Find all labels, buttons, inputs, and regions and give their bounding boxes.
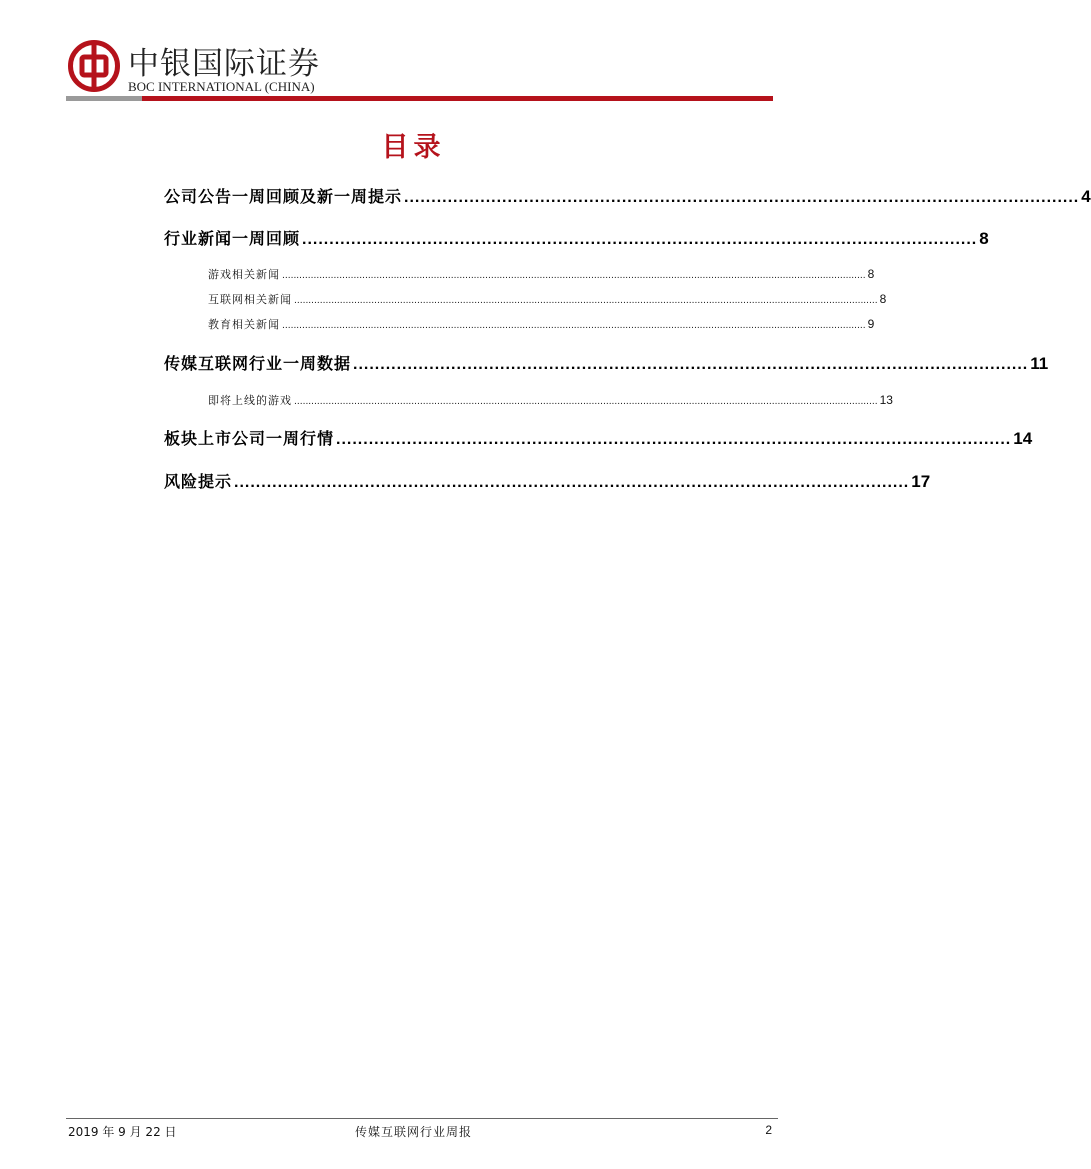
toc-entry-label: 风险提示 — [164, 472, 233, 491]
toc-entry-page: 11 — [1030, 354, 1049, 373]
toc-entry-page: 17 — [911, 472, 931, 491]
toc-dot-leader: ............................................................................................................................................................................................................ — [294, 296, 878, 306]
toc-entry-page: 13 — [879, 393, 893, 407]
toc-dot-leader: ............................................................................................................................ — [336, 431, 1012, 448]
toc-entry-label: 即将上线的游戏 — [208, 394, 292, 407]
toc-entry-page: 8 — [879, 292, 887, 306]
toc-entry[interactable] — [208, 291, 887, 307]
header-rule-red — [142, 96, 773, 101]
toc-entry-page: 8 — [867, 267, 875, 281]
toc-entry[interactable] — [164, 426, 1033, 449]
toc-entry-page: 14 — [1013, 429, 1033, 448]
footer-date: 2019 年 9 月 22 日 — [68, 1125, 177, 1139]
bank-of-china-logo-icon — [68, 40, 120, 92]
toc-entry[interactable] — [208, 266, 875, 282]
toc-dot-leader: ............................................................................................................................ — [302, 231, 978, 248]
toc-entry-page: 8 — [979, 229, 989, 248]
toc-entry-label: 行业新闻一周回顾 — [164, 229, 301, 248]
toc-dot-leader: ............................................................................................................................................................................................................ — [282, 271, 866, 281]
toc-dot-leader: ............................................................................................................................ — [404, 189, 1080, 206]
toc-entry-label: 教育相关新闻 — [208, 318, 280, 331]
toc-entry[interactable] — [164, 184, 1091, 207]
toc-dot-leader: ............................................................................................................................................................................................................ — [282, 321, 866, 331]
toc-entry[interactable] — [208, 316, 875, 332]
toc-entry-label: 传媒互联网行业一周数据 — [164, 354, 352, 373]
header-rule-gray — [66, 96, 142, 101]
brand-name-english: BOC INTERNATIONAL (CHINA) — [128, 79, 315, 94]
brand-name-chinese: 中银国际证券 — [128, 46, 320, 82]
toc-entry[interactable] — [164, 469, 931, 492]
toc-entry-label: 公司公告一周回顾及新一周提示 — [164, 187, 403, 206]
toc-entry-page: 9 — [867, 317, 875, 331]
toc-entry[interactable] — [164, 351, 1049, 374]
toc-title: 目录 — [381, 132, 446, 163]
toc-dot-leader: ............................................................................................................................................................................................................ — [294, 397, 878, 407]
toc-entry-label: 游戏相关新闻 — [208, 268, 280, 281]
footer-report-title: 传媒互联网行业周报 — [354, 1125, 472, 1139]
toc-entry[interactable] — [208, 392, 893, 408]
toc-entry[interactable] — [164, 226, 989, 249]
footer-rule — [66, 1118, 778, 1119]
toc-entry-label: 互联网相关新闻 — [208, 293, 292, 306]
toc-dot-leader: ............................................................................................................................ — [353, 356, 1029, 373]
footer-page-number: 2 — [765, 1123, 772, 1137]
toc-dot-leader: ............................................................................................................................ — [234, 474, 910, 491]
toc-entry-page: 4 — [1081, 187, 1091, 206]
toc-entry-label: 板块上市公司一周行情 — [164, 429, 335, 448]
